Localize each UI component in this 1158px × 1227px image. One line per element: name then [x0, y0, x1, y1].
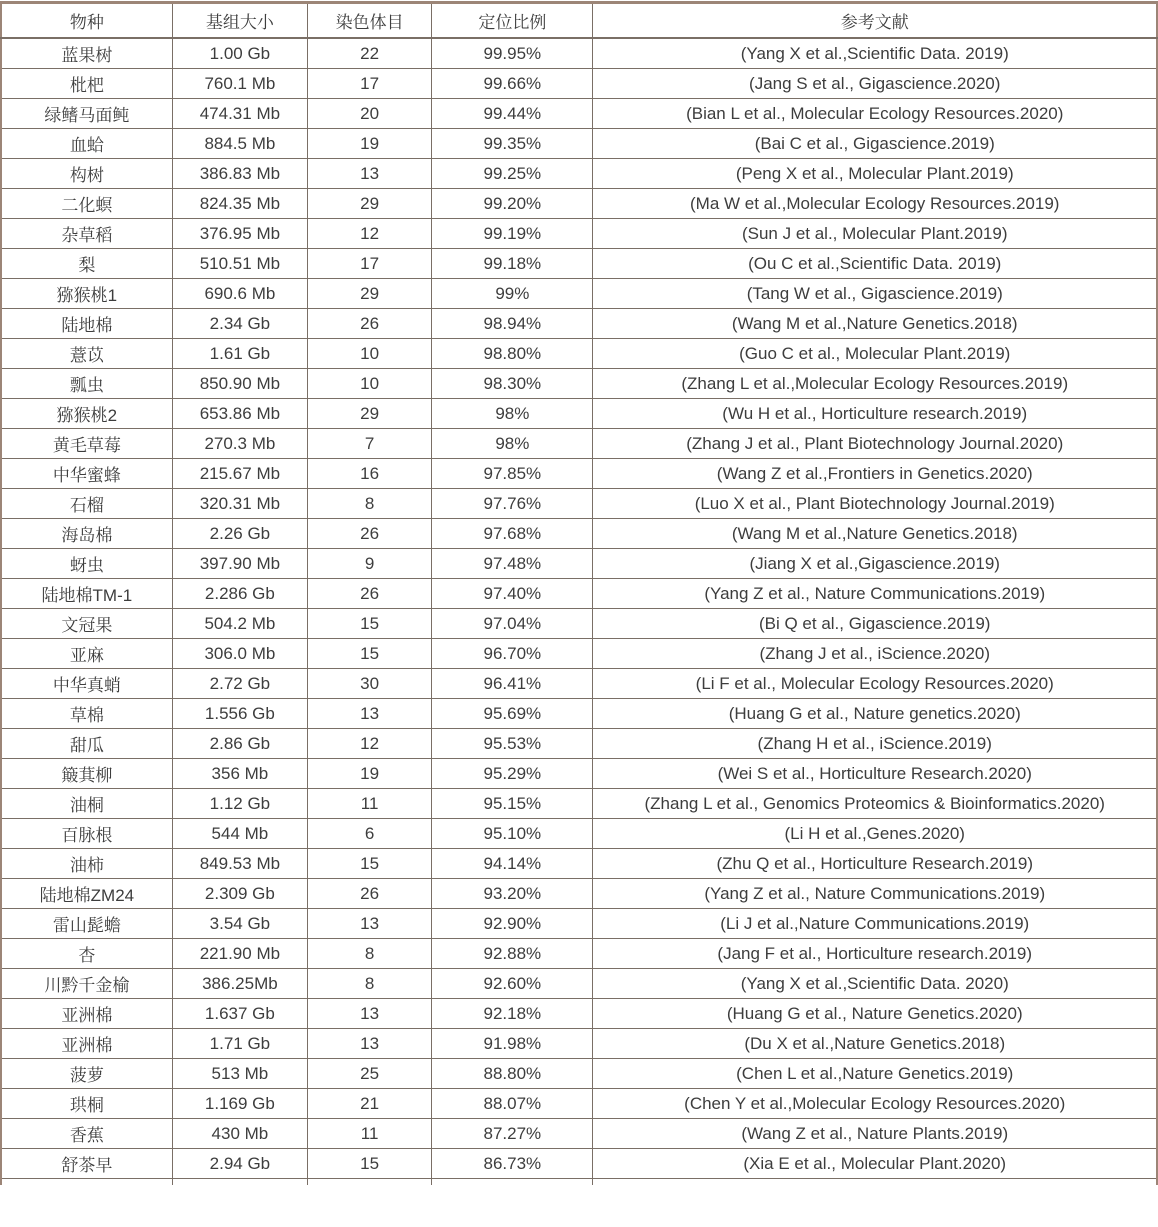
reference-cell: (Huang G et al., Nature Genetics.2020): [593, 999, 1157, 1029]
reference-cell: (Wang M et al.,Nature Genetics.2018): [593, 309, 1157, 339]
species-cell: 舒茶早: [1, 1149, 172, 1179]
reference-cell: (Zhang L et al., Genomics Proteomics & Bioinformatics.2020): [593, 789, 1157, 819]
genome-size-cell: 690.6 Mb: [172, 279, 307, 309]
genome-size-cell: 1.556 Gb: [172, 699, 307, 729]
genome-size-cell: 270.3 Mb: [172, 429, 307, 459]
col-header-species: 物种: [1, 3, 172, 39]
species-cell: 海岛棉: [1, 519, 172, 549]
genome-size-cell: 386.83 Mb: [172, 159, 307, 189]
stub-cell: [1, 1179, 172, 1186]
reference-cell: (Bi Q et al., Gigascience.2019): [593, 609, 1157, 639]
reference-cell: (Zhang J et al., iScience.2020): [593, 639, 1157, 669]
species-cell: 甜瓜: [1, 729, 172, 759]
chromosome-count-cell: 26: [308, 519, 432, 549]
reference-cell: (Ma W et al.,Molecular Ecology Resources.2019): [593, 189, 1157, 219]
anchor-ratio-cell: 99.66%: [432, 69, 593, 99]
species-cell: 香蕉: [1, 1119, 172, 1149]
genome-size-cell: 653.86 Mb: [172, 399, 307, 429]
anchor-ratio-cell: 99.18%: [432, 249, 593, 279]
genome-size-cell: 320.31 Mb: [172, 489, 307, 519]
chromosome-count-cell: 12: [308, 729, 432, 759]
chromosome-count-cell: 12: [308, 219, 432, 249]
genome-size-cell: 760.1 Mb: [172, 69, 307, 99]
anchor-ratio-cell: 99.25%: [432, 159, 593, 189]
genome-size-cell: 1.00 Gb: [172, 38, 307, 69]
species-cell: 亚洲棉: [1, 999, 172, 1029]
chromosome-count-cell: 8: [308, 489, 432, 519]
species-cell: 珙桐: [1, 1089, 172, 1119]
table-row: [1, 819, 1157, 849]
reference-cell: (Li H et al.,Genes.2020): [593, 819, 1157, 849]
reference-cell: (Luo X et al., Plant Biotechnology Journal.2019): [593, 489, 1157, 519]
species-cell: 梨: [1, 249, 172, 279]
table-row: [1, 609, 1157, 639]
table-row: [1, 489, 1157, 519]
header-row: [1, 3, 1157, 39]
species-cell: 二化螟: [1, 189, 172, 219]
chromosome-count-cell: 30: [308, 669, 432, 699]
chromosome-count-cell: 15: [308, 1149, 432, 1179]
reference-cell: (Wang Z et al.,Frontiers in Genetics.2020): [593, 459, 1157, 489]
anchor-ratio-cell: 88.07%: [432, 1089, 593, 1119]
chromosome-count-cell: 13: [308, 909, 432, 939]
table-row: [1, 639, 1157, 669]
species-cell: 中华蜜蜂: [1, 459, 172, 489]
table-row: [1, 129, 1157, 159]
table-row: [1, 999, 1157, 1029]
stub-cell: [172, 1179, 307, 1186]
species-cell: 亚洲棉: [1, 1029, 172, 1059]
species-cell: 簸萁柳: [1, 759, 172, 789]
chromosome-count-cell: 15: [308, 639, 432, 669]
chromosome-count-cell: 15: [308, 849, 432, 879]
table-bottom-stub-row: [1, 1179, 1157, 1186]
chromosome-count-cell: 26: [308, 309, 432, 339]
species-cell: 黄毛草莓: [1, 429, 172, 459]
species-cell: 杂草稻: [1, 219, 172, 249]
chromosome-count-cell: 6: [308, 819, 432, 849]
reference-cell: (Chen Y et al.,Molecular Ecology Resources.2020): [593, 1089, 1157, 1119]
table-row: [1, 1149, 1157, 1179]
genome-size-cell: 1.637 Gb: [172, 999, 307, 1029]
reference-cell: (Li J et al.,Nature Communications.2019): [593, 909, 1157, 939]
chromosome-count-cell: 22: [308, 38, 432, 69]
table-row: [1, 1119, 1157, 1149]
anchor-ratio-cell: 98%: [432, 399, 593, 429]
reference-cell: (Jang S et al., Gigascience.2020): [593, 69, 1157, 99]
species-cell: 猕猴桃2: [1, 399, 172, 429]
reference-cell: (Wang M et al.,Nature Genetics.2018): [593, 519, 1157, 549]
genome-size-cell: 544 Mb: [172, 819, 307, 849]
species-cell: 百脉根: [1, 819, 172, 849]
genome-size-cell: 2.86 Gb: [172, 729, 307, 759]
reference-cell: (Yang Z et al., Nature Communications.2019): [593, 579, 1157, 609]
chromosome-count-cell: 13: [308, 1029, 432, 1059]
reference-cell: (Du X et al.,Nature Genetics.2018): [593, 1029, 1157, 1059]
anchor-ratio-cell: 96.41%: [432, 669, 593, 699]
col-header-reference: 参考文献: [593, 3, 1157, 39]
species-cell: 蓝果树: [1, 38, 172, 69]
table-row: [1, 189, 1157, 219]
species-cell: 猕猴桃1: [1, 279, 172, 309]
genome-size-cell: 397.90 Mb: [172, 549, 307, 579]
table-row: [1, 429, 1157, 459]
chromosome-count-cell: 17: [308, 249, 432, 279]
chromosome-count-cell: 8: [308, 969, 432, 999]
anchor-ratio-cell: 92.88%: [432, 939, 593, 969]
reference-cell: (Guo C et al., Molecular Plant.2019): [593, 339, 1157, 369]
table-row: [1, 339, 1157, 369]
anchor-ratio-cell: 94.14%: [432, 849, 593, 879]
chromosome-count-cell: 8: [308, 939, 432, 969]
genome-size-cell: 1.61 Gb: [172, 339, 307, 369]
chromosome-count-cell: 26: [308, 579, 432, 609]
reference-cell: (Bian L et al., Molecular Ecology Resources.2020): [593, 99, 1157, 129]
anchor-ratio-cell: 92.60%: [432, 969, 593, 999]
chromosome-count-cell: 29: [308, 189, 432, 219]
genome-size-cell: 386.25Mb: [172, 969, 307, 999]
genome-size-cell: 3.54 Gb: [172, 909, 307, 939]
chromosome-count-cell: 20: [308, 99, 432, 129]
table-row: [1, 459, 1157, 489]
chromosome-count-cell: 13: [308, 159, 432, 189]
anchor-ratio-cell: 87.27%: [432, 1119, 593, 1149]
table-row: [1, 579, 1157, 609]
table-row: [1, 969, 1157, 999]
table-row: [1, 789, 1157, 819]
anchor-ratio-cell: 97.76%: [432, 489, 593, 519]
table-row: [1, 549, 1157, 579]
table-row: [1, 99, 1157, 129]
table-row: [1, 939, 1157, 969]
chromosome-count-cell: 10: [308, 339, 432, 369]
species-cell: 陆地棉ZM24: [1, 879, 172, 909]
table-row: [1, 309, 1157, 339]
species-cell: 绿鳍马面鲀: [1, 99, 172, 129]
reference-cell: (Sun J et al., Molecular Plant.2019): [593, 219, 1157, 249]
genome-size-cell: 376.95 Mb: [172, 219, 307, 249]
species-cell: 石榴: [1, 489, 172, 519]
genome-size-cell: 2.72 Gb: [172, 669, 307, 699]
species-cell: 草棉: [1, 699, 172, 729]
table-row: [1, 1029, 1157, 1059]
genome-size-cell: 2.286 Gb: [172, 579, 307, 609]
anchor-ratio-cell: 99.95%: [432, 38, 593, 69]
stub-cell: [432, 1179, 593, 1186]
reference-cell: (Zhang J et al., Plant Biotechnology Journal.2020): [593, 429, 1157, 459]
species-cell: 雷山髭蟾: [1, 909, 172, 939]
chromosome-count-cell: 29: [308, 399, 432, 429]
anchor-ratio-cell: 97.40%: [432, 579, 593, 609]
genome-size-cell: 510.51 Mb: [172, 249, 307, 279]
genome-size-cell: 474.31 Mb: [172, 99, 307, 129]
reference-cell: (Ou C et al.,Scientific Data. 2019): [593, 249, 1157, 279]
col-header-chromosome-count: 染色体目: [308, 3, 432, 39]
table-body: [1, 38, 1157, 1185]
table-row: [1, 219, 1157, 249]
chromosome-count-cell: 10: [308, 369, 432, 399]
species-cell: 枇杷: [1, 69, 172, 99]
anchor-ratio-cell: 97.85%: [432, 459, 593, 489]
table-row: [1, 729, 1157, 759]
species-cell: 杏: [1, 939, 172, 969]
genome-size-cell: 2.34 Gb: [172, 309, 307, 339]
table-row: [1, 279, 1157, 309]
chromosome-count-cell: 21: [308, 1089, 432, 1119]
genome-size-cell: 215.67 Mb: [172, 459, 307, 489]
reference-cell: (Yang X et al.,Scientific Data. 2019): [593, 38, 1157, 69]
anchor-ratio-cell: 95.53%: [432, 729, 593, 759]
stub-cell: [593, 1179, 1157, 1186]
reference-cell: (Bai C et al., Gigascience.2019): [593, 129, 1157, 159]
reference-cell: (Wang Z et al., Nature Plants.2019): [593, 1119, 1157, 1149]
anchor-ratio-cell: 96.70%: [432, 639, 593, 669]
anchor-ratio-cell: 92.90%: [432, 909, 593, 939]
table-row: [1, 399, 1157, 429]
anchor-ratio-cell: 95.15%: [432, 789, 593, 819]
species-cell: 亚麻: [1, 639, 172, 669]
col-header-anchor-ratio: 定位比例: [432, 3, 593, 39]
anchor-ratio-cell: 95.10%: [432, 819, 593, 849]
anchor-ratio-cell: 93.20%: [432, 879, 593, 909]
anchor-ratio-cell: 92.18%: [432, 999, 593, 1029]
anchor-ratio-cell: 98.94%: [432, 309, 593, 339]
species-cell: 油桐: [1, 789, 172, 819]
genome-assembly-table: [0, 1, 1158, 1185]
genome-size-cell: 306.0 Mb: [172, 639, 307, 669]
chromosome-count-cell: 19: [308, 129, 432, 159]
col-header-genome-size: 基组大小: [172, 3, 307, 39]
anchor-ratio-cell: 99.19%: [432, 219, 593, 249]
anchor-ratio-cell: 99.35%: [432, 129, 593, 159]
genome-size-cell: 1.169 Gb: [172, 1089, 307, 1119]
species-cell: 中华真蛸: [1, 669, 172, 699]
table-row: [1, 1059, 1157, 1089]
species-cell: 构树: [1, 159, 172, 189]
reference-cell: (Tang W et al., Gigascience.2019): [593, 279, 1157, 309]
reference-cell: (Jang F et al., Horticulture research.2019): [593, 939, 1157, 969]
chromosome-count-cell: 17: [308, 69, 432, 99]
anchor-ratio-cell: 99%: [432, 279, 593, 309]
chromosome-count-cell: 16: [308, 459, 432, 489]
anchor-ratio-cell: 86.73%: [432, 1149, 593, 1179]
genome-size-cell: 2.94 Gb: [172, 1149, 307, 1179]
species-cell: 瓢虫: [1, 369, 172, 399]
anchor-ratio-cell: 98.30%: [432, 369, 593, 399]
table-row: [1, 1089, 1157, 1119]
anchor-ratio-cell: 91.98%: [432, 1029, 593, 1059]
table-row: [1, 159, 1157, 189]
genome-size-cell: 2.309 Gb: [172, 879, 307, 909]
anchor-ratio-cell: 97.48%: [432, 549, 593, 579]
species-cell: 油柿: [1, 849, 172, 879]
reference-cell: (Peng X et al., Molecular Plant.2019): [593, 159, 1157, 189]
genome-size-cell: 884.5 Mb: [172, 129, 307, 159]
reference-cell: (Zhang L et al.,Molecular Ecology Resources.2019): [593, 369, 1157, 399]
reference-cell: (Zhu Q et al., Horticulture Research.2019): [593, 849, 1157, 879]
table-row: [1, 699, 1157, 729]
reference-cell: (Yang X et al.,Scientific Data. 2020): [593, 969, 1157, 999]
reference-cell: (Wei S et al., Horticulture Research.2020): [593, 759, 1157, 789]
chromosome-count-cell: 19: [308, 759, 432, 789]
anchor-ratio-cell: 97.04%: [432, 609, 593, 639]
table-row: [1, 38, 1157, 69]
species-cell: 川黔千金榆: [1, 969, 172, 999]
table-row: [1, 759, 1157, 789]
table-row: [1, 69, 1157, 99]
species-cell: 文冠果: [1, 609, 172, 639]
chromosome-count-cell: 9: [308, 549, 432, 579]
reference-cell: (Zhang H et al., iScience.2019): [593, 729, 1157, 759]
anchor-ratio-cell: 95.69%: [432, 699, 593, 729]
table-row: [1, 249, 1157, 279]
genome-size-cell: 1.12 Gb: [172, 789, 307, 819]
genome-size-cell: 221.90 Mb: [172, 939, 307, 969]
genome-size-cell: 2.26 Gb: [172, 519, 307, 549]
reference-cell: (Chen L et al.,Nature Genetics.2019): [593, 1059, 1157, 1089]
stub-cell: [308, 1179, 432, 1186]
chromosome-count-cell: 11: [308, 1119, 432, 1149]
anchor-ratio-cell: 95.29%: [432, 759, 593, 789]
chromosome-count-cell: 11: [308, 789, 432, 819]
genome-size-cell: 504.2 Mb: [172, 609, 307, 639]
reference-cell: (Huang G et al., Nature genetics.2020): [593, 699, 1157, 729]
table-row: [1, 669, 1157, 699]
anchor-ratio-cell: 98%: [432, 429, 593, 459]
anchor-ratio-cell: 98.80%: [432, 339, 593, 369]
species-cell: 陆地棉TM-1: [1, 579, 172, 609]
chromosome-count-cell: 26: [308, 879, 432, 909]
table-row: [1, 849, 1157, 879]
species-cell: 蚜虫: [1, 549, 172, 579]
chromosome-count-cell: 13: [308, 999, 432, 1029]
table-row: [1, 909, 1157, 939]
species-cell: 陆地棉: [1, 309, 172, 339]
reference-cell: (Yang Z et al., Nature Communications.2019): [593, 879, 1157, 909]
reference-cell: (Jiang X et al.,Gigascience.2019): [593, 549, 1157, 579]
species-cell: 薏苡: [1, 339, 172, 369]
genome-size-cell: 513 Mb: [172, 1059, 307, 1089]
anchor-ratio-cell: 99.20%: [432, 189, 593, 219]
genome-size-cell: 850.90 Mb: [172, 369, 307, 399]
reference-cell: (Xia E et al., Molecular Plant.2020): [593, 1149, 1157, 1179]
table-row: [1, 369, 1157, 399]
anchor-ratio-cell: 97.68%: [432, 519, 593, 549]
genome-size-cell: 430 Mb: [172, 1119, 307, 1149]
species-cell: 菠萝: [1, 1059, 172, 1089]
reference-cell: (Li F et al., Molecular Ecology Resources.2020): [593, 669, 1157, 699]
reference-cell: (Wu H et al., Horticulture research.2019): [593, 399, 1157, 429]
table-row: [1, 519, 1157, 549]
genome-size-cell: 824.35 Mb: [172, 189, 307, 219]
genome-size-cell: 849.53 Mb: [172, 849, 307, 879]
table-row: [1, 879, 1157, 909]
chromosome-count-cell: 15: [308, 609, 432, 639]
anchor-ratio-cell: 99.44%: [432, 99, 593, 129]
chromosome-count-cell: 25: [308, 1059, 432, 1089]
chromosome-count-cell: 29: [308, 279, 432, 309]
chromosome-count-cell: 7: [308, 429, 432, 459]
species-cell: 血蛤: [1, 129, 172, 159]
anchor-ratio-cell: 88.80%: [432, 1059, 593, 1089]
chromosome-count-cell: 13: [308, 699, 432, 729]
genome-size-cell: 356 Mb: [172, 759, 307, 789]
genome-size-cell: 1.71 Gb: [172, 1029, 307, 1059]
